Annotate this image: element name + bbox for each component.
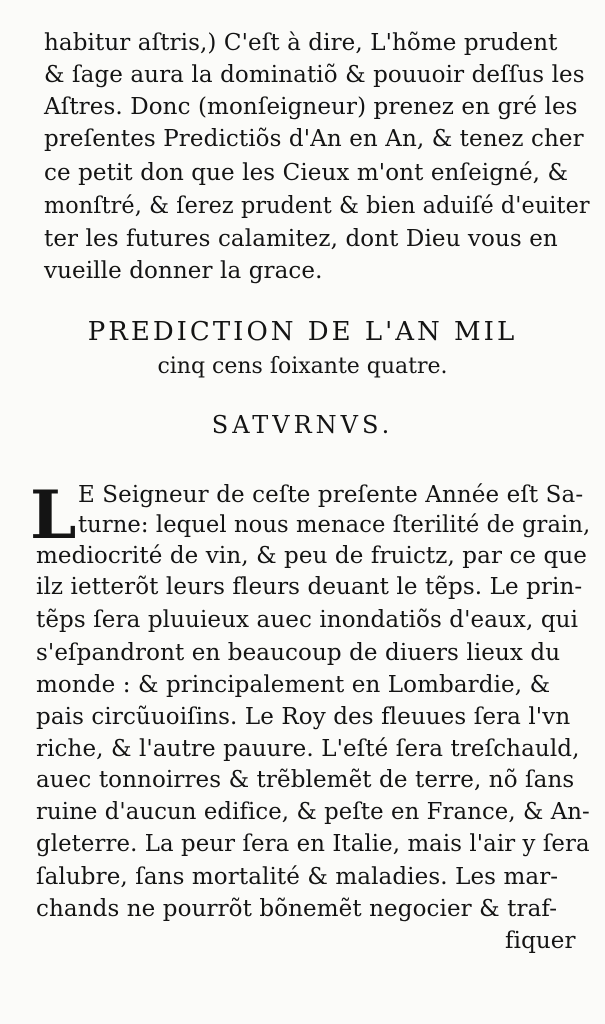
text-line: E Seigneur de ceſte preſente Année eſt Sa-	[78, 482, 584, 508]
text-line: & ſage aura la dominatiõ & pouuoir deſſus les	[44, 62, 585, 88]
text-line: pais circũuoiſins. Le Roy des fleuues ſera l'vn	[36, 704, 571, 730]
text-line: ce petit don que les Cieux m'ont enſeigné, &	[44, 160, 569, 186]
section-heading-subtitle: cinq cens ſoixante quatre.	[157, 354, 448, 379]
text-line: monſtré, & ſerez prudent & bien aduiſé d'euiter	[44, 193, 590, 219]
text-line: vueille donner la grace.	[44, 258, 323, 284]
text-line: riche, & l'autre pauure. L'eſté ſera treſchauld,	[36, 736, 580, 762]
section-heading: PREDICTION DE L'AN MIL	[87, 317, 518, 347]
text-line: ilz ietterõt leurs fleurs deuant le tẽps. Le prin-	[36, 574, 583, 600]
text-line: Aſtres. Donc (monſeigneur) prenez en gré les	[44, 94, 578, 120]
text-line: mediocrité de vin, & peu de fruictz, par ce que	[36, 543, 587, 569]
text-line: fiquer	[505, 928, 576, 954]
text-line: tẽps ſera pluuieux auec inondatiõs d'eaux, qui	[36, 607, 579, 633]
text-line: auec tonnoirres & trẽblemẽt de terre, nõ ſans	[36, 767, 575, 793]
section-subheading: SATVRNVS.	[211, 411, 394, 439]
text-line: ſalubre, ſans mortalité & maladies. Les mar-	[36, 864, 559, 890]
text-line: turne: lequel nous menace ſterilité de grain,	[78, 512, 591, 538]
text-line: chands ne pourrõt bõnemẽt negocier & traf-	[36, 896, 558, 922]
text-line: s'eſpandront en beaucoup de diuers lieux du	[36, 640, 561, 666]
text-line: preſentes Predictiõs d'An en An, & tenez cher	[44, 126, 584, 152]
text-line: ruine d'aucun edifice, & peſte en France, & An-	[36, 799, 590, 825]
text-line: habitur aſtris,) C'eſt à dire, L'hõme prudent	[44, 30, 558, 56]
drop-cap-initial: L	[30, 476, 77, 554]
text-line: monde : & principalement en Lombardie, &	[36, 672, 551, 698]
text-line: ter les futures calamitez, dont Dieu vous en	[44, 226, 558, 252]
text-line: gleterre. La peur ſera en Italie, mais l'air y ſera	[36, 831, 590, 857]
